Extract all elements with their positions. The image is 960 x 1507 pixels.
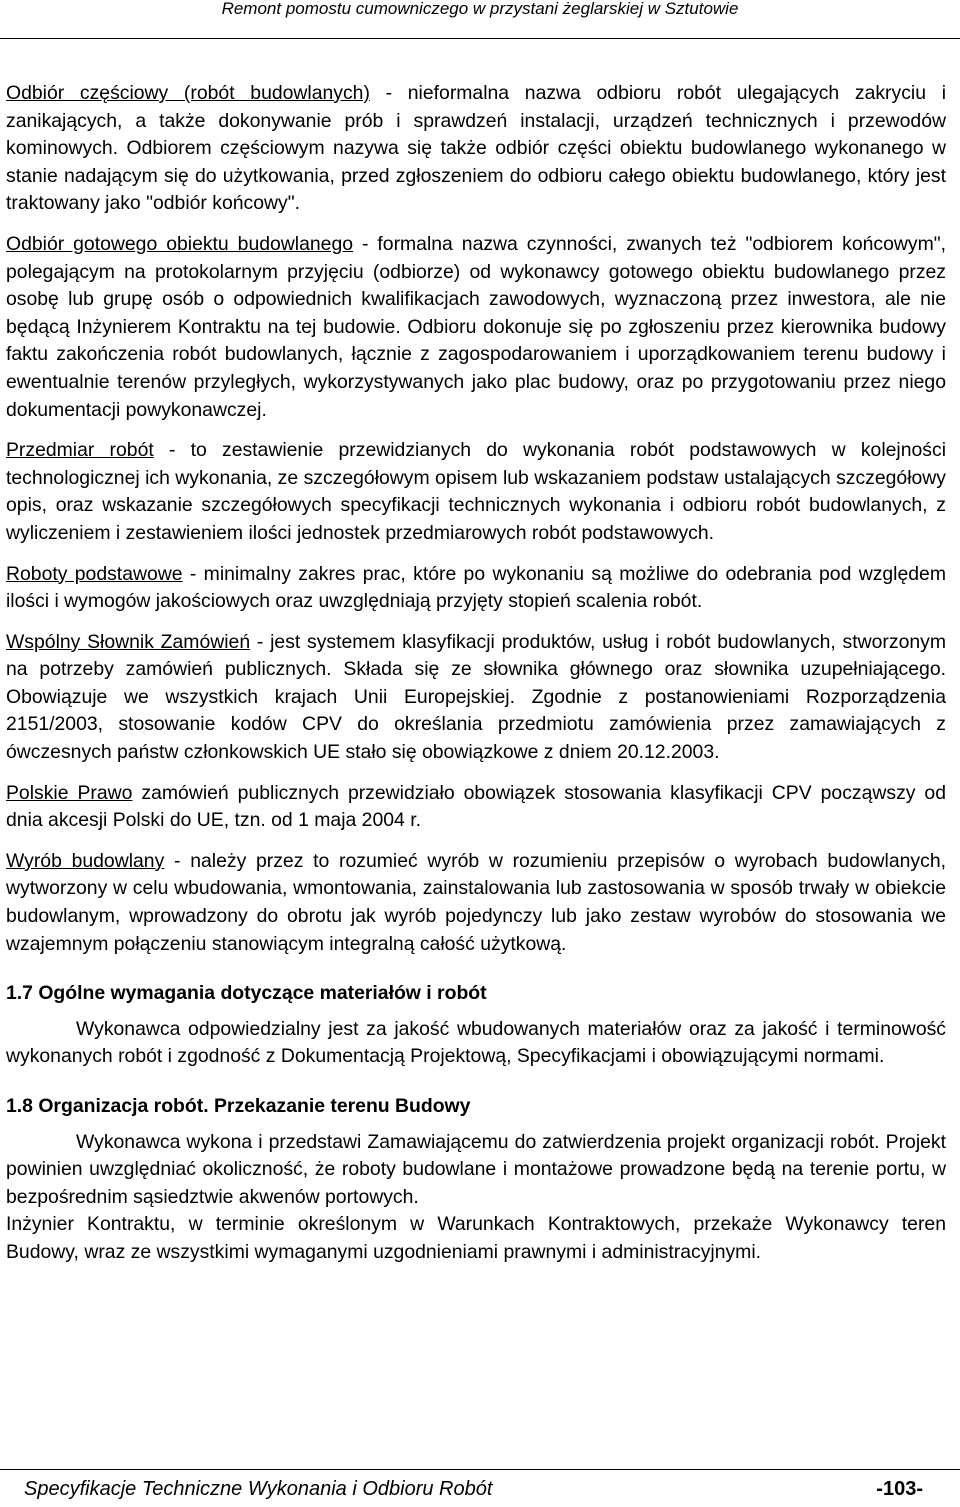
section-paragraph-1-8-second: Inżynier Kontraktu, w terminie określonym w Warunkach Kontraktowych, przekaże Wykonawcy teren Budowy, wraz ze wszystkimi wymaganymi uzgodnieniami prawnymi i administracyjnymi. <box>6 1213 946 1263</box>
definition-roboty-podstawowe <box>6 561 946 616</box>
document-body <box>6 80 946 1267</box>
section-heading-1-7: 1.7 Ogólne wymagania dotyczące materiałów i robót <box>6 982 487 1005</box>
definition-odbior-gotowego-obiektu <box>6 231 946 424</box>
footer-title: Specyfikacje Techniczne Wykonania i Odbioru Robót <box>24 1478 493 1500</box>
definition-text: - minimalny zakres prac, które po wykonaniu są możliwe do odebrania pod względem ilości i wymogów jakościowych oraz uwzględniają przyjęty stopień scalenia robót. <box>6 562 946 613</box>
definition-wyrob-budowlany <box>6 848 946 958</box>
definition-przedmiar-robot <box>6 437 946 547</box>
page-header <box>0 0 960 39</box>
definition-text: - to zestawienie przewidzianych do wykonania robót podstawowych w kolejności technologicznej ich wykonania, ze szczegółowym opisem lub wskazaniem podstaw ustalających szczegółowy opis, oraz wskazanie szczegółowych specyfikacji technicznych wykonania i odbioru robót budowlanych, z wyliczeniem i zestawieniem ilości jednostek przedmiarowych robót podstawowych. <box>6 439 946 544</box>
page-number: -103- <box>876 1478 923 1500</box>
term: Roboty podstawowe <box>6 562 183 585</box>
header-title: Remont pomostu cumowniczego w przystani żeglarskiej w Sztutowie <box>221 0 739 18</box>
definition-text: - należy przez to rozumieć wyrób w rozumieniu przepisów o wyrobach budowlanych, wytworzony w celu wbudowania, wmontowania, zainstalowania lub zastosowania w sposób trwały w obiekcie budowlanym, wprowadzony do obrotu jak wyrób pojedynczy lub jako zestaw wyrobów do stosowania we wzajemnym połączeniu stanowiącym integralną całość użytkową. <box>6 849 946 955</box>
definition-text: - jest systemem klasyfikacji produktów, usług i robót budowlanych, stworzonym na potrzeby zamówień publicznych. Składa się ze słownika głównego oraz słownika uzupełniającego. Obowiązuje we wszystkich krajach Unii Europejskiej. Zgodnie z postanowieniami Rozporządzenia 2151/2003, stosowanie kodów CPV do określania przedmiotu zamówienia przez zamawiających z ówczesnych państw członkowskich UE stało się obowiązkowe z dniem 20.12.2003. <box>6 630 947 764</box>
definition-text: zamówień publicznych przewidziało obowiązek stosowania klasyfikacji CPV począwszy od dnia akcesji Polski do UE, tzn. od 1 maja 2004 r. <box>6 781 946 832</box>
definition-odbior-czesciowy <box>6 80 946 218</box>
term: Polskie Prawo <box>6 781 133 804</box>
definition-polskie-prawo <box>6 780 946 835</box>
section-paragraph-1-8-first: Wykonawca wykona i przedstawi Zamawiającemu do zatwierdzenia projekt organizacji robót. Projekt powinien uwzględniać okoliczność, że roboty budowlane i montażowe prowadzone będą na terenie portu, w bezpośrednim sąsiedztwie akwenów portowych. <box>6 1130 946 1208</box>
definition-text: - nieformalna nazwa odbioru robót ulegających zakryciu i zanikających, a także dokonywanie prób i sprawdzeń instalacji, urządzeń technicznych i przewodów kominowych. Odbiorem częściowym nazywa się także odbiór części obiektu budowlanego wykonanego w stanie nadającym się do użytkowania, przed zgłoszeniem do odbioru całego obiektu budowlanego, który jest traktowany jako "odbiór końcowy". <box>6 82 946 215</box>
term: Odbiór gotowego obiektu budowlanego <box>6 232 354 255</box>
term: Odbiór częściowy (robót budowlanych) <box>6 82 370 104</box>
term: Wspólny Słownik Zamówień <box>6 630 251 653</box>
section-heading-1-8: 1.8 Organizacja robót. Przekazanie terenu Budowy <box>6 1095 471 1117</box>
section-paragraph-1-7: Wykonawca odpowiedzialny jest za jakość wbudowanych materiałów oraz za jakość i terminowość wykonanych robót i zgodność z Dokumentacją Projektową, Specyfikacjami i obowiązującymi normami. <box>6 1017 946 1068</box>
page-footer <box>0 1469 960 1507</box>
term: Przedmiar robót <box>6 439 154 462</box>
definition-wspolny-slownik-zamowien <box>6 629 946 767</box>
term: Wyrób budowlany <box>6 849 165 872</box>
definition-text: - formalna nazwa czynności, zwanych też "odbiorem końcowym", polegającym na protokolarnym przyjęciu (odbiorze) od wykonawcy gotowego obiektu budowlanego przez osobę lub grupę osób o odpowiednich kwalifikacjach zawodowych, wyznaczoną przez inwestora, ale nie będącą Inżynierem Kontraktu na tej budowie. Odbioru dokonuje się po zgłoszeniu przez kierownika budowy faktu zakończenia robót budowlanych, łącznie z zagospodarowaniem i uporządkowaniem terenu budowy i ewentualnie terenów przyległych, wykorzystywanych jako plac budowy, oraz po przygotowaniu przez niego dokumentacji powykonawczej. <box>6 232 947 421</box>
